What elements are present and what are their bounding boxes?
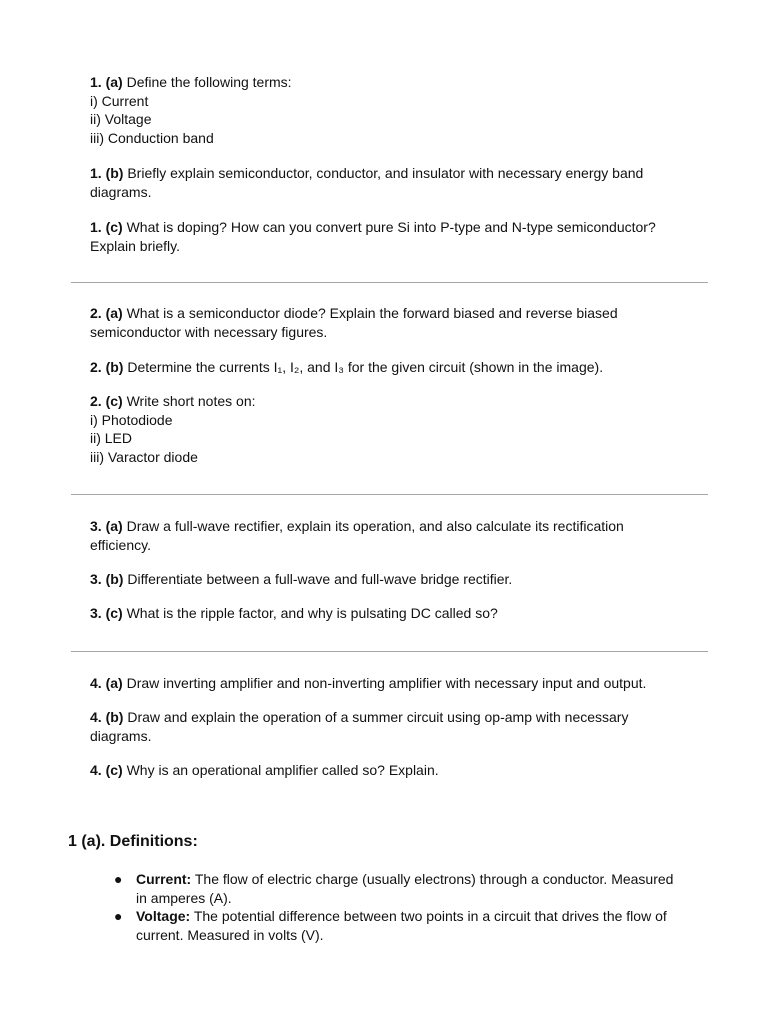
bullet-icon: ● [114,871,123,887]
definition-term: Current: [136,871,192,887]
question-2b [90,358,670,377]
question-1b [90,164,670,201]
question-2c [90,392,670,466]
question-number: 1. (a) [90,74,123,90]
list-item [114,870,681,907]
question-number: 4. (c) [90,762,123,778]
list-item: i) Photodiode [90,411,173,428]
list-item: ii) Voltage [90,111,152,128]
list-item: ii) LED [90,430,133,447]
section-divider [71,494,708,495]
definition-text: The potential difference between two points in a circuit that drives the flow of current. Measured in volts (V). [136,908,667,943]
bullet-icon: ● [114,908,123,924]
section-divider [71,651,708,652]
question-text: Briefly explain semiconductor, conductor, and insulator with necessary energy band diagrams. [90,165,644,200]
question-text: What is doping? How can you convert pure Si into P-type and N-type semiconductor? Explain briefly. [90,219,656,254]
question-3a [90,517,670,554]
question-3c [90,604,670,623]
question-4c [90,761,670,780]
question-number: 2. (a) [90,305,123,321]
definition-text: The flow of electric charge (usually electrons) through a conductor. Measured in amperes (A). [136,871,674,906]
question-text: Differentiate between a full-wave and full-wave bridge rectifier. [127,571,513,587]
question-number: 2. (c) [90,393,123,409]
list-item: iii) Varactor diode [90,448,198,465]
question-number: 4. (a) [90,675,123,691]
question-text: Define the following terms: [126,74,292,90]
definition-term: Voltage: [136,908,191,924]
question-number: 3. (a) [90,518,123,534]
list-item: i) Current [90,92,149,109]
question-2a [90,304,670,341]
question-3b [90,570,670,589]
section-divider [71,282,708,283]
answer-heading: 1 (a). Definitions: [68,833,198,850]
question-text: Draw and explain the operation of a summer circuit using op-amp with necessary diagrams. [90,709,629,744]
list-item: iii) Conduction band [90,129,214,146]
question-number: 1. (b) [90,165,124,181]
question-1a [90,73,670,147]
question-number: 1. (c) [90,219,123,235]
question-4b [90,708,670,745]
question-number: 4. (b) [90,709,124,725]
question-number: 2. (b) [90,359,124,375]
question-text: What is a semiconductor diode? Explain the forward biased and reverse biased semiconductor with necessary figures. [90,305,618,340]
question-4a [90,674,670,693]
question-number: 3. (b) [90,571,124,587]
question-1c [90,218,670,255]
question-text: Write short notes on: [126,393,256,409]
question-text: Draw inverting amplifier and non-inverting amplifier with necessary input and output. [126,675,647,691]
question-text: Why is an operational amplifier called so? Explain. [126,762,439,778]
list-item [114,907,681,944]
question-text: What is the ripple factor, and why is pulsating DC called so? [126,605,498,621]
question-text: Draw a full-wave rectifier, explain its operation, and also calculate its rectification efficiency. [90,518,624,553]
question-text: Determine the currents I₁, I₂, and I₃ for the given circuit (shown in the image). [127,359,604,375]
question-number: 3. (c) [90,605,123,621]
